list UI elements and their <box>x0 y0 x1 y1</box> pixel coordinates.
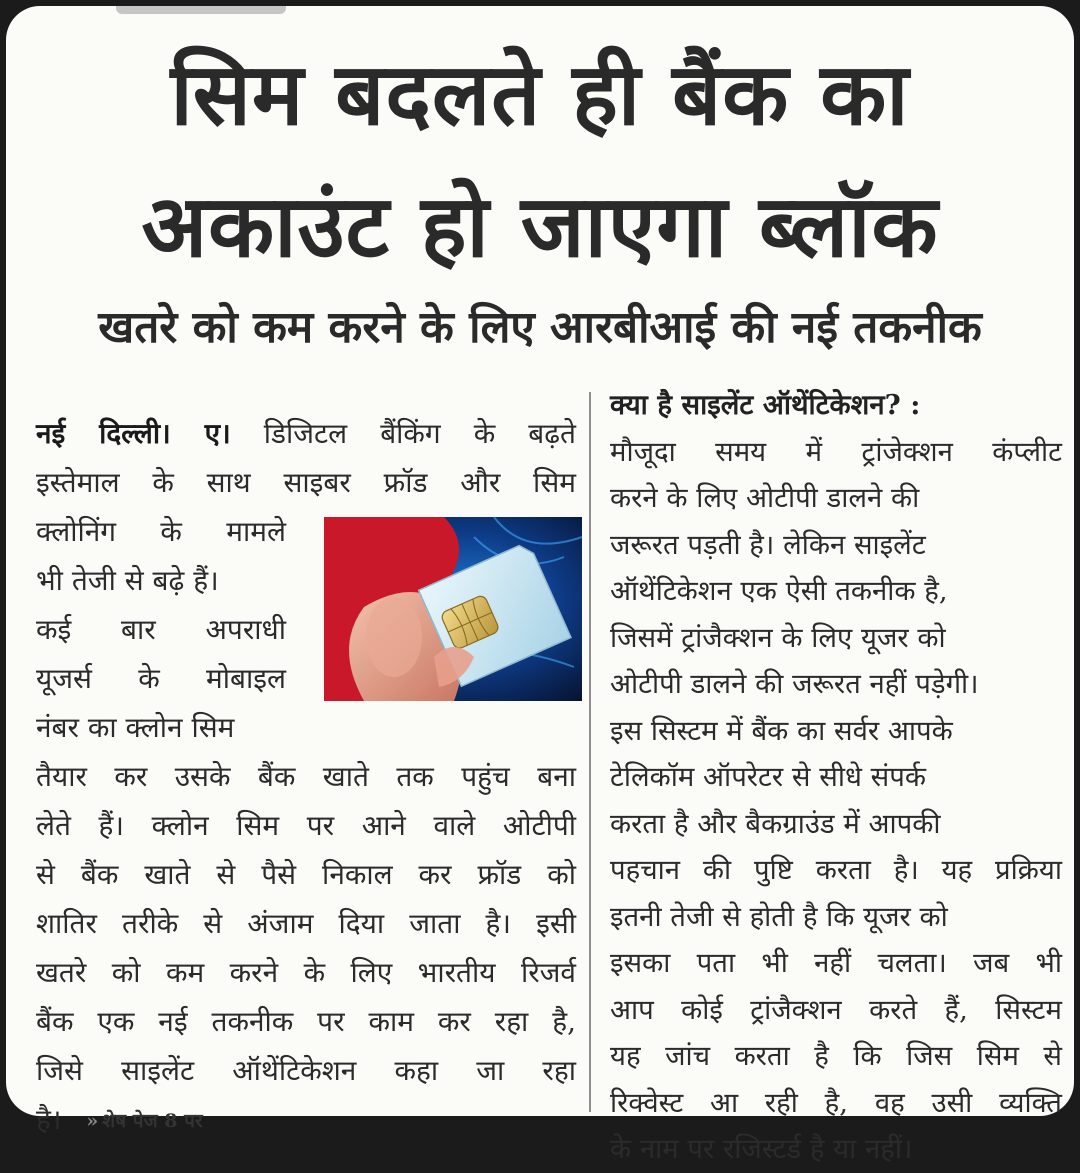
subheadline: खतरे को कम करने के लिए आरबीआई की नई तकनीक <box>98 302 982 353</box>
article-line: भी तेजी से बढ़े हैं। <box>36 564 219 597</box>
article-line: रिक्वेस्ट आ रही है, वह उसी व्यक्ति <box>610 1086 1062 1119</box>
sim-card-photo <box>324 517 582 701</box>
continued-marker: » <box>86 1110 99 1132</box>
continued-on-page <box>86 1110 202 1132</box>
column-divider <box>589 392 591 1112</box>
article-line: क्लोनिंग के मामले <box>36 515 286 548</box>
article-line: आप कोई ट्रांजैक्शन करते हैं, सिस्टम <box>610 993 1062 1026</box>
article-line: इस्तेमाल के साथ साइबर फ्रॉड और सिम <box>36 466 576 499</box>
newspaper-clipping <box>6 6 1074 1165</box>
article-line: बैंक एक नई तकनीक पर काम कर रहा है, <box>36 1005 576 1038</box>
headline-line-1: सिम बदलते ही बैंक का <box>170 45 910 145</box>
article-line: लेते हैं। क्लोन सिम पर आने वाले ओटीपी <box>36 809 576 842</box>
article-line: मौजूदा समय में ट्रांजेक्शन कंप्लीट <box>610 435 1062 468</box>
article-line: जिसमें ट्रांजैक्शन के लिए यूजर को <box>610 621 946 654</box>
sidebar-title: क्या है साइलेंट ऑथेंटिकेशन? : <box>610 389 921 421</box>
article-line: ऑथेंटिकेशन एक ऐसी तकनीक है, <box>610 575 948 607</box>
right-column <box>610 382 1062 1173</box>
clipping-edge <box>116 6 286 14</box>
article-line: शातिर तरीके से अंजाम दिया जाता है। इसी <box>36 907 576 940</box>
article-line: से बैंक खाते से पैसे निकाल कर फ्रॉड को <box>36 858 576 891</box>
article-line: ओटीपी डालने की जरूरत नहीं पड़ेगी। <box>610 668 979 700</box>
article-line: करने के लिए ओटीपी डालने की <box>610 482 920 514</box>
article-line: कई बार अपराधी <box>36 613 286 646</box>
article-line: इसका पता भी नहीं चलता। जब भी <box>610 947 1062 979</box>
article-line: यह जांच करता है कि जिस सिम से <box>610 1040 1062 1072</box>
article-line: के नाम पर रजिस्टर्ड है या नहीं। <box>610 1133 913 1165</box>
article-line-text: डिजिटल बैंकिंग के बढ़ते <box>263 417 576 450</box>
headline-line-2: अकाउंट हो जाएगा ब्लॉक <box>141 177 939 277</box>
article-line <box>36 409 576 458</box>
article-line: जिसे साइलेंट ऑथेंटिकेशन कहा जा रहा <box>36 1054 576 1087</box>
article-line <box>36 1095 576 1144</box>
sim-card-in-hand-icon <box>324 517 582 701</box>
article-line: खतरे को कम करने के लिए भारतीय रिजर्व <box>36 956 576 989</box>
continued-text: शेष पेज 8 पर <box>102 1110 203 1132</box>
article-line: यूजर्स के मोबाइल <box>36 662 286 695</box>
article-line: इतनी तेजी से होती है कि यूजर को <box>610 900 948 933</box>
article-line: इस सिस्टम में बैंक का सर्वर आपके <box>610 714 953 747</box>
article-line: पहचान की पुष्टि करता है। यह प्रक्रिया <box>610 854 1062 886</box>
article-line: टेलिकॉम ऑपरेटर से सीधे संपर्क <box>610 761 926 793</box>
article-line-text: है। <box>36 1103 62 1136</box>
article-line: करता है और बैकग्राउंड में आपकी <box>610 807 941 840</box>
article-line: तैयार कर उसके बैंक खाते तक पहुंच बना <box>36 760 576 793</box>
article-line: नंबर का क्लोन सिम <box>36 711 235 744</box>
dateline: नई दिल्ली। ए। <box>36 417 231 450</box>
article-line: जरूरत पड़ती है। लेकिन साइलेंट <box>610 528 926 561</box>
